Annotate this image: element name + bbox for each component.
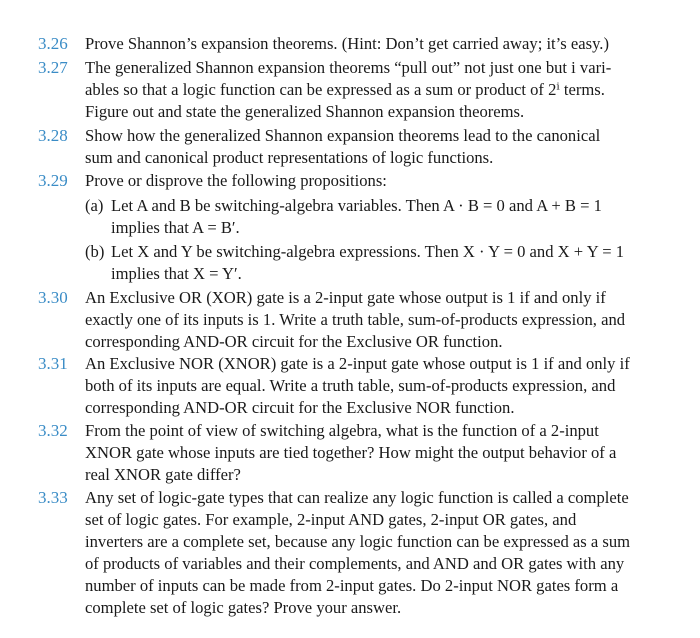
problem-text <box>85 125 657 169</box>
subpart-line: Let A and B be switching-algebra variables. Then A · B = 0 and A + B = 1 <box>111 196 602 215</box>
problem-line: real XNOR gate differ? <box>85 465 241 484</box>
problem-line: An Exclusive NOR (XNOR) gate is a 2-input gate whose output is 1 if and only if <box>85 354 630 373</box>
problem-line: Prove or disprove the following propositions: <box>85 171 387 190</box>
problem-line: The generalized Shannon expansion theorems “pull out” not just one but i vari- <box>85 58 612 77</box>
problem-line: From the point of view of switching algebra, what is the function of a 2-input <box>85 421 599 440</box>
problem-text <box>85 287 657 353</box>
problem-number: 3.28 <box>38 126 68 145</box>
problem-line: An Exclusive OR (XOR) gate is a 2-input gate whose output is 1 if and only if <box>85 288 606 307</box>
problem-number: 3.32 <box>38 421 68 440</box>
problem-line: of products of variables and their complements, and AND and OR gates with any <box>85 554 625 573</box>
problem-number: 3.31 <box>38 354 68 373</box>
problem-line: corresponding AND-OR circuit for the Exclusive OR function. <box>85 332 503 351</box>
subpart-label: (a) <box>85 196 104 215</box>
problem-line: ables so that a logic function can be expressed as a sum or product of 2ⁱ terms. <box>85 80 605 99</box>
problem-text <box>85 33 657 55</box>
problem-line: complete set of logic gates? Prove your answer. <box>85 598 402 617</box>
problem-number: 3.29 <box>38 171 68 190</box>
problem-line: number of inputs can be made from 2-input gates. Do 2-input NOR gates form a <box>85 576 619 595</box>
problem-line: XNOR gate whose inputs are tied together? How might the output behavior of a <box>85 443 617 462</box>
problem-number: 3.27 <box>38 58 68 77</box>
subpart-line: implies that A = B′. <box>111 218 240 237</box>
subpart-line: implies that X = Y′. <box>111 264 242 283</box>
problem-line: sum and canonical product representations of logic functions. <box>85 148 494 167</box>
problem-line: set of logic gates. For example, 2-input AND gates, 2-input OR gates, and <box>85 510 577 529</box>
problem-line: inverters are a complete set, because any logic function can be expressed as a sum <box>85 532 631 551</box>
subpart-text <box>111 195 657 239</box>
problem-text <box>85 170 657 192</box>
subpart-label: (b) <box>85 242 105 261</box>
problem-text <box>85 353 657 419</box>
problem-line: Show how the generalized Shannon expansion theorems lead to the canonical <box>85 126 601 145</box>
problem-text <box>85 420 657 486</box>
problem-line: exactly one of its inputs is 1. Write a truth table, sum-of-products expression, and <box>85 310 626 329</box>
problem-number: 3.30 <box>38 288 68 307</box>
problem-text <box>85 487 657 619</box>
problem-text <box>85 57 657 123</box>
problem-line: Figure out and state the generalized Shannon expansion theorems. <box>85 102 525 121</box>
problem-number: 3.33 <box>38 488 68 507</box>
problem-line: Any set of logic-gate types that can realize any logic function is called a complete <box>85 488 629 507</box>
problem-line: Prove Shannon’s expansion theorems. (Hint: Don’t get carried away; it’s easy.) <box>85 34 609 53</box>
problem-line: corresponding AND-OR circuit for the Exclusive NOR function. <box>85 398 515 417</box>
subpart-line: Let X and Y be switching-algebra expressions. Then X · Y = 0 and X + Y = 1 <box>111 242 625 261</box>
subpart-text <box>111 241 657 285</box>
problem-line: both of its inputs are equal. Write a truth table, sum-of-products expression, and <box>85 376 616 395</box>
problem-number: 3.26 <box>38 34 68 53</box>
